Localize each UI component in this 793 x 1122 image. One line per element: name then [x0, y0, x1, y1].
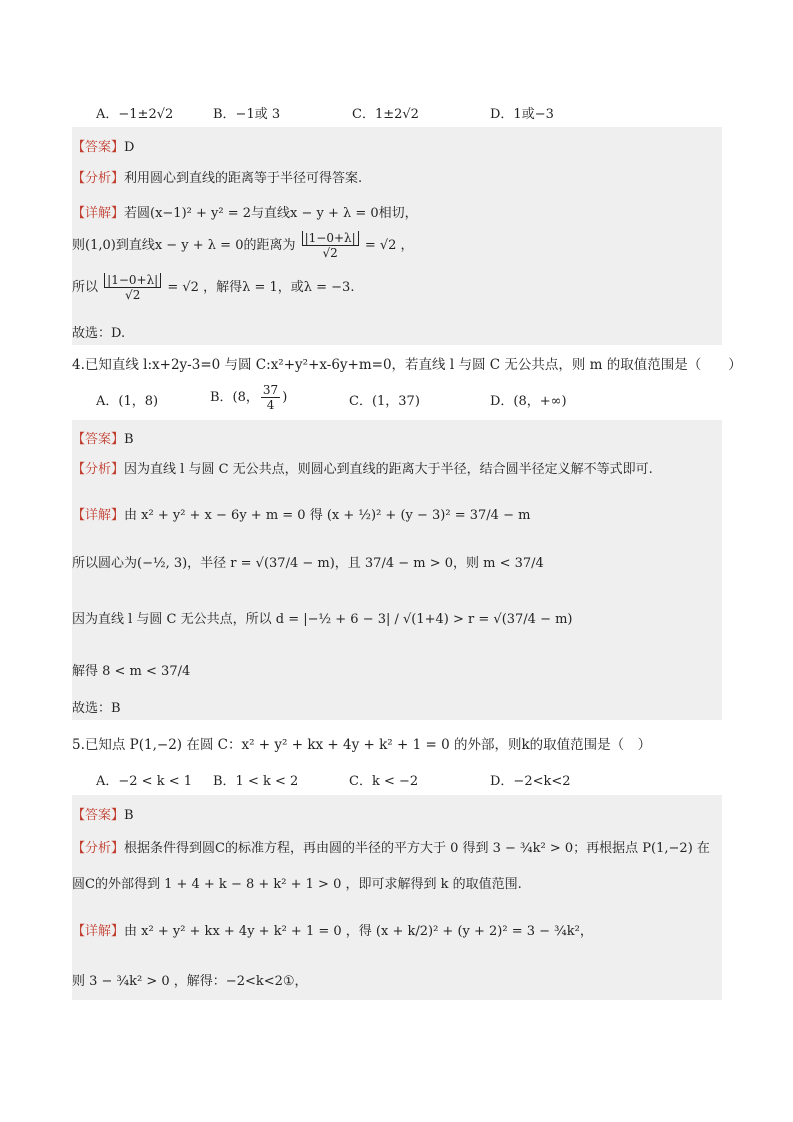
answer-label: 【答案】 [72, 432, 125, 447]
q4-detail-line-2: 所以圆心为(−½, 3)，半径 r = √(37/4 − m)，且 37/4 − m > 0，则 m < 37/4 [72, 556, 544, 571]
answer-value: B [124, 808, 134, 823]
q4-option-a[interactable]: A．(1，8) [96, 394, 159, 409]
q5-option-c[interactable]: C．k < −2 [349, 774, 419, 789]
q5-detail-line-2: 则 3 − ¾k² > 0 ，解得：−2<k<2①， [72, 974, 308, 989]
q3-detail-line-3 [72, 273, 650, 302]
q5-analysis-line-1 [72, 837, 710, 856]
numerator: |1−0+λ| [104, 273, 161, 288]
numerator: 37 [262, 383, 279, 397]
detail-formula: (x + ½)² + (y − 3)² = 37/4 − m [326, 508, 531, 523]
answer-value: B [124, 432, 134, 447]
analysis-label: 【分析】 [72, 462, 125, 477]
detail-text: 由 x² + y² + kx + 4y + k² + 1 = 0 ，得 (x + k/2)² + (y + 2)² = 3 − ¾k²， [124, 924, 593, 939]
q3-option-c[interactable]: C．1±2√2 [352, 107, 419, 122]
q4-stem: 4.已知直线 l:x+2y-3=0 与圆 C:x²+y²+x-6y+m=0，若直线 l 与圆 C 无公共点，则 m 的取值范围是（ ） [72, 357, 742, 373]
q4-detail-line-1 [72, 504, 650, 523]
q4-detail-line-3 [72, 608, 650, 627]
analysis-text: 因为直线 l 与圆 C 无公共点，则圆心到直线的距离大于半径，结合圆半径定义解不等式即可. [124, 462, 653, 477]
q5-detail-line-1 [72, 920, 650, 939]
q3-option-b[interactable]: B．−1或 3 [213, 107, 281, 122]
q3-solution-block [72, 127, 722, 345]
q3-choose: 故选：D. [72, 326, 126, 341]
denominator: √2 [322, 246, 338, 260]
detail-text: 所以 [72, 280, 99, 295]
q3-answer [72, 136, 650, 155]
q3-option-d[interactable]: D．1或−3 [490, 107, 554, 122]
q5-solution-block [72, 795, 722, 1000]
fraction [104, 273, 161, 302]
answer-value: D [124, 140, 135, 155]
q5-stem: 5.已知点 P(1,−2) 在圆 C：x² + y² + kx + 4y + k² + 1 = 0 的外部，则k的取值范围是（ ） [72, 737, 652, 753]
q3-detail-line-2 [72, 231, 650, 260]
option-text: B．(8， [210, 390, 259, 405]
denominator: 4 [266, 398, 275, 412]
detail-text: 则(1,0)到直线x − y + λ = 0的距离为 [72, 238, 296, 253]
fraction [302, 231, 359, 260]
detail-text: = √2 ， [364, 238, 414, 253]
q4-detail-line-4: 解得 8 < m < 37/4 [72, 664, 191, 679]
fraction [261, 383, 280, 412]
detail-label: 【详解】 [72, 508, 125, 523]
q4-solution-block [72, 420, 722, 720]
q4-option-d[interactable]: D．(8，+∞) [490, 394, 567, 409]
q5-answer [72, 804, 650, 823]
detail-text: 若圆(x−1)² + y² = 2与直线x − y + λ = 0相切， [124, 206, 418, 221]
analysis-label: 【分析】 [72, 171, 125, 186]
detail-formula: d = |−½ + 6 − 3| / √(1+4) > r = √(37/4 − m) [275, 612, 573, 627]
analysis-text: 利用圆心到直线的距离等于半径可得答案. [124, 171, 363, 186]
detail-text: 由 x² + y² + x − 6y + m = 0 得 [124, 508, 323, 523]
analysis-text: 根据条件得到圆C的标准方程，再由圆的半径的平方大于 0 得到 3 − ¾k² > 0；再根据点 P(1,−2) 在 [124, 841, 710, 856]
q4-option-b[interactable] [210, 383, 287, 412]
analysis-label: 【分析】 [72, 841, 125, 856]
denominator: √2 [125, 288, 141, 302]
q4-option-c[interactable]: C．(1，37) [349, 394, 420, 409]
detail-label: 【详解】 [72, 206, 125, 221]
q3-detail-line-1 [72, 202, 650, 221]
detail-label: 【详解】 [72, 924, 125, 939]
numerator: |1−0+λ| [302, 231, 359, 246]
detail-text: 因为直线 l 与圆 C 无公共点，所以 [72, 612, 272, 627]
q4-choose: 故选：B [72, 701, 121, 716]
answer-label: 【答案】 [72, 808, 125, 823]
q5-option-a[interactable]: A．−2 < k < 1 [96, 774, 193, 789]
detail-text: = √2 ，解得λ = 1，或λ = −3. [167, 280, 355, 295]
q3-option-a[interactable]: A．−1±2√2 [96, 107, 174, 122]
q3-analysis [72, 167, 650, 186]
q4-analysis [72, 458, 653, 477]
q5-analysis-line-2: 圆C的外部得到 1 + 4 + k − 8 + k² + 1 > 0 ，即可求解得到 k 的取值范围. [72, 877, 522, 892]
q5-option-b[interactable]: B．1 < k < 2 [213, 774, 299, 789]
q4-answer [72, 428, 650, 447]
answer-label: 【答案】 [72, 140, 125, 155]
q5-option-d[interactable]: D．−2<k<2 [490, 774, 571, 789]
option-text: ) [282, 390, 288, 405]
